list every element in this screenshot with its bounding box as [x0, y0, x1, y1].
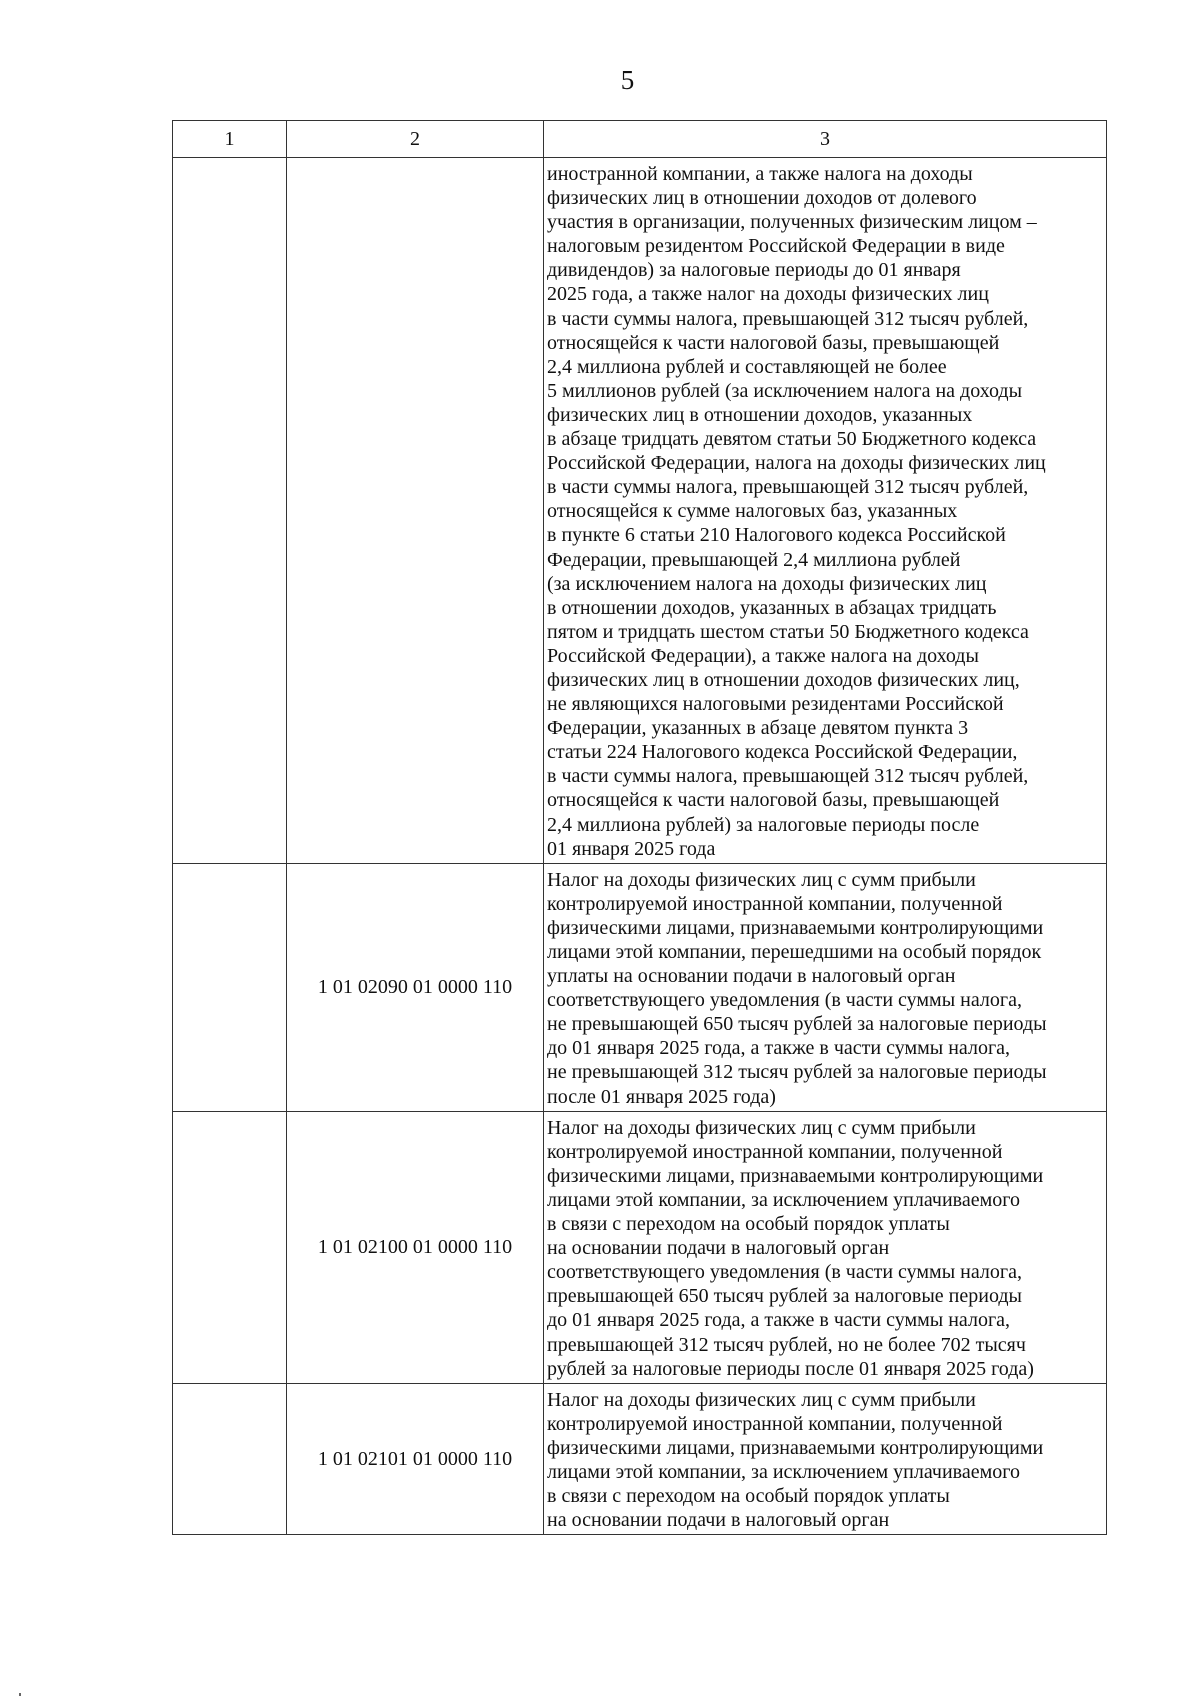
description-line: (за исключением налога на доходы физических лиц [547, 572, 987, 595]
description-line: до 01 января 2025 года, а также в части суммы налога, [547, 1309, 1011, 1332]
description-line: налоговым резидентом Российской Федерации в виде [547, 235, 1005, 258]
description-line: не превышающей 312 тысяч рублей за налоговые периоды [547, 1061, 1047, 1084]
description-line: не являющихся налоговыми резидентами Российской [547, 693, 1004, 716]
description-line: физических лиц в отношении доходов, указанных [547, 403, 973, 426]
description-line: в абзаце тридцать девятом статьи 50 Бюджетного кодекса [547, 428, 1037, 451]
description-line: в пункте 6 статьи 210 Налогового кодекса Российской [547, 524, 1006, 547]
description-line: 01 января 2025 года [547, 837, 716, 860]
description-line: Федерации, указанных в абзаце девятом пункта 3 [547, 717, 969, 740]
description-line: соответствующего уведомления (в части суммы налога, [547, 989, 1022, 1012]
description-line: на основании подачи в налоговый орган [547, 1237, 890, 1260]
description-line: физическими лицами, признаваемыми контролирующими [547, 1436, 1044, 1459]
description-cell [544, 1111, 1107, 1383]
budget-code-cell: 1 01 02101 01 0000 110 [287, 1383, 544, 1535]
description-line: пятом и тридцать шестом статьи 50 Бюджетного кодекса [547, 620, 1029, 643]
table-row [173, 158, 1107, 864]
description-line: участия в организации, полученных физическим лицом – [547, 211, 1037, 234]
description-cell [544, 158, 1107, 864]
description-line: лицами этой компании, за исключением уплачиваемого [547, 1460, 1020, 1483]
table-row [173, 1383, 1107, 1535]
description-line: статьи 224 Налогового кодекса Российской Федерации, [547, 741, 1018, 764]
description-cell [544, 1383, 1107, 1535]
description-line: Налог на доходы физических лиц с сумм прибыли [547, 868, 976, 891]
description-line: 2,4 миллиона рублей и составляющей не более [547, 355, 947, 378]
description-line: относящейся к части налоговой базы, превышающей [547, 331, 1000, 354]
description-line: дивидендов) за налоговые периоды до 01 января [547, 259, 961, 282]
description-line: в связи с переходом на особый порядок уплаты [547, 1213, 950, 1236]
header-col-1: 1 [173, 121, 287, 158]
header-col-3: 3 [544, 121, 1107, 158]
description-line: физических лиц в отношении доходов от долевого [547, 187, 977, 210]
description-line: после 01 января 2025 года) [547, 1085, 776, 1108]
row-number-cell [173, 1383, 287, 1535]
budget-code-cell [287, 158, 544, 864]
description-line: в части суммы налога, превышающей 312 тысяч рублей, [547, 765, 1029, 788]
table-header-row [173, 121, 1107, 158]
description-line: соответствующего уведомления (в части суммы налога, [547, 1261, 1022, 1284]
description-line: в части суммы налога, превышающей 312 тысяч рублей, [547, 476, 1029, 499]
description-line: Федерации, превышающей 2,4 миллиона рублей [547, 548, 961, 571]
description-line: в связи с переходом на особый порядок уплаты [547, 1485, 950, 1508]
description-line: физических лиц в отношении доходов физических лиц, [547, 668, 1020, 691]
row-number-cell [173, 863, 287, 1111]
description-line: лицами этой компании, за исключением уплачиваемого [547, 1188, 1020, 1211]
description-line: относящейся к сумме налоговых баз, указанных [547, 500, 958, 523]
table-row [173, 1111, 1107, 1383]
description-line: 2025 года, а также налог на доходы физических лиц [547, 283, 989, 306]
description-line: Налог на доходы физических лиц с сумм прибыли [547, 1388, 976, 1411]
table-row [173, 863, 1107, 1111]
description-line: в части суммы налога, превышающей 312 тысяч рублей, [547, 307, 1029, 330]
description-line: не превышающей 650 тысяч рублей за налоговые периоды [547, 1013, 1047, 1036]
description-line: физическими лицами, признаваемыми контролирующими [547, 1164, 1044, 1187]
description-line: контролируемой иностранной компании, полученной [547, 892, 1003, 915]
header-col-2: 2 [287, 121, 544, 158]
description-line: Российской Федерации), а также налога на доходы [547, 644, 979, 667]
description-line: 2,4 миллиона рублей) за налоговые периоды после [547, 813, 980, 836]
description-line: превышающей 312 тысяч рублей, но не более 702 тысяч [547, 1333, 1026, 1356]
row-number-cell [173, 158, 287, 864]
budget-codes-table [172, 120, 1107, 1535]
description-line: в отношении доходов, указанных в абзацах тридцать [547, 596, 997, 619]
description-line: превышающей 650 тысяч рублей за налоговые периоды [547, 1285, 1022, 1308]
budget-code-cell: 1 01 02090 01 0000 110 [287, 863, 544, 1111]
description-line: Налог на доходы физических лиц с сумм прибыли [547, 1116, 976, 1139]
description-line: до 01 января 2025 года, а также в части суммы налога, [547, 1037, 1011, 1060]
budget-code-cell: 1 01 02100 01 0000 110 [287, 1111, 544, 1383]
description-line: относящейся к части налоговой базы, превышающей [547, 789, 1000, 812]
description-line: Российской Федерации, налога на доходы физических лиц [547, 452, 1046, 475]
description-line: иностранной компании, а также налога на доходы [547, 163, 973, 185]
description-line: уплаты на основании подачи в налоговый орган [547, 965, 956, 988]
description-line: лицами этой компании, перешедшими на особый порядок [547, 941, 1042, 963]
description-line: рублей за налоговые периоды после 01 января 2025 года) [547, 1357, 1034, 1380]
description-line: 5 миллионов рублей (за исключением налога на доходы [547, 379, 1022, 402]
description-line: контролируемой иностранной компании, полученной [547, 1412, 1003, 1435]
row-number-cell [173, 1111, 287, 1383]
description-line: на основании подачи в налоговый орган [547, 1509, 890, 1532]
description-line: физическими лицами, признаваемыми контролирующими [547, 916, 1044, 939]
description-line: контролируемой иностранной компании, полученной [547, 1140, 1003, 1163]
description-cell [544, 863, 1107, 1111]
page-number: 5 [620, 65, 635, 95]
scan-speck [19, 1693, 21, 1696]
